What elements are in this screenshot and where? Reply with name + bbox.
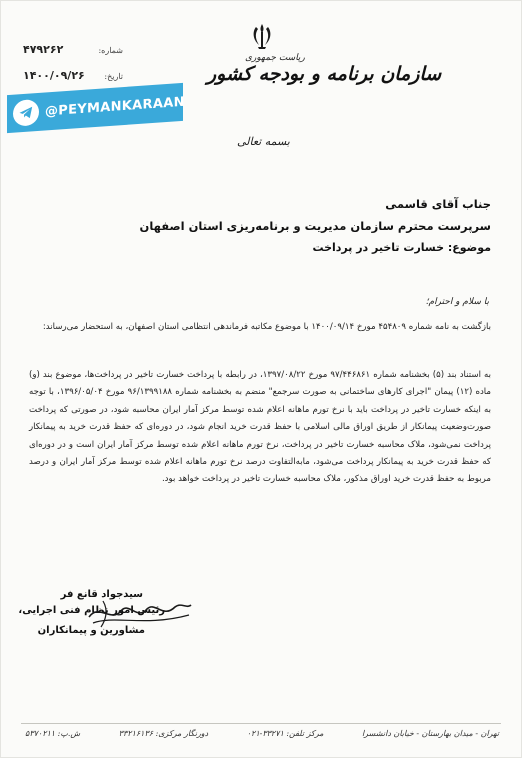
reference-date: ۱۴۰۰/۰۹/۲۶: [23, 69, 85, 82]
letter-subject: موضوع: خسارت تاخیر در پرداخت: [312, 241, 491, 254]
letter-paragraph-1: بازگشت به نامه شماره ۴۵۴۸۰۹ مورخ ۱۴۰۰/۰۹/۱۴ با موضوع مکاتبه فرماندهی انتظامی استان اصفهان، به استحضار می‌رساند:: [42, 322, 491, 332]
reference-number-row: [23, 43, 123, 69]
addressee-title: سرپرست محترم سازمان مدیریت و برنامه‌ریزی استان اصفهان: [139, 219, 491, 233]
watermark-text: @PEYMANKARAAN: [45, 94, 185, 119]
telegram-icon: [13, 99, 39, 127]
iran-emblem-icon: [247, 21, 277, 51]
greeting: با سلام و احترام؛: [425, 297, 489, 307]
footer-phone: مرکز تلفن: ۳۳۲۷۱-۰۲۱: [246, 729, 324, 738]
signatory-title: رئیس امور نظام فنی اجرایی،: [18, 605, 165, 616]
footer-postal: ش.پ: ۵۳۷۰۲۱۱: [25, 729, 81, 738]
reference-number-label: شماره:: [98, 46, 123, 55]
presidency-label: ریاست جمهوری: [245, 53, 305, 63]
bismillah: بسمه تعالی: [237, 135, 290, 148]
reference-date-label: تاریخ:: [104, 72, 123, 81]
signatory-title-2: مشاورین و پیمانکاران: [37, 625, 145, 636]
reference-number: ۴۷۹۲۶۲: [23, 43, 64, 56]
letter-paragraph-2: به استناد بند (۵) بخشنامه شماره ۹۷/۴۴۶۸۶۱ مورخ ۱۳۹۷/۰۸/۲۲، در رابطه با پرداخت خسارت تاخیر در پرداخت‌ها، موضوع بند (و) ماده (۱۲) پیمان "اجرای کارهای ساختمانی به صورت سرجمع" منضم به بخشنامه شماره ۹۶/۱۳۹۹۱۸۸ مورخ ۱۳۹۶/۰۵/۰۴، با توجه به اینکه خسارت تاخیر در پرداخت باید با نرخ تورم ماهانه اعلام شده توسط مرکز آمار ایران محاسبه شود، در صورتی که پرداخت صورت‌وضعیت پیمانکار از طریق اوراق مالی اسلامی با حفظ قدرت خرید انجام شود، در دوره‌ای که حفظ قدرت خرید به پیمانکار پرداخت نمی‌شود، ملاک محاسبه خسارت تاخیر در پرداخت، نرخ تورم ماهانه اعلام شده توسط مرکز آمار ایران است و در دوره‌ای که حفظ قدرت خرید به پیمانکار پرداخت می‌شود، مابه‌التفاوت درصد نرخ تورم ماهانه اعلام شده توسط مرکز آمار ایران و درصد مربوط به حفظ قدرت خرید اوراق مذکور، ملاک محاسبه خسارت تاخیر در پرداخت خواهد بود.: [29, 370, 492, 485]
handwritten-signature: [85, 593, 195, 631]
footer-fax: دورنگار مرکزی: ۳۳۲۱۶۱۳۶: [118, 729, 209, 738]
letter-footer: [25, 729, 499, 738]
footer-address: تهران - میدان بهارستان - خیابان دانشسرا: [362, 729, 499, 738]
signatory-name: سیدجواد قانع فر: [60, 589, 143, 600]
organization-name: سازمان برنامه و بودجه کشور: [207, 63, 442, 85]
footer-divider: [21, 723, 501, 724]
addressee-name: جناب آقای قاسمی: [385, 197, 491, 211]
